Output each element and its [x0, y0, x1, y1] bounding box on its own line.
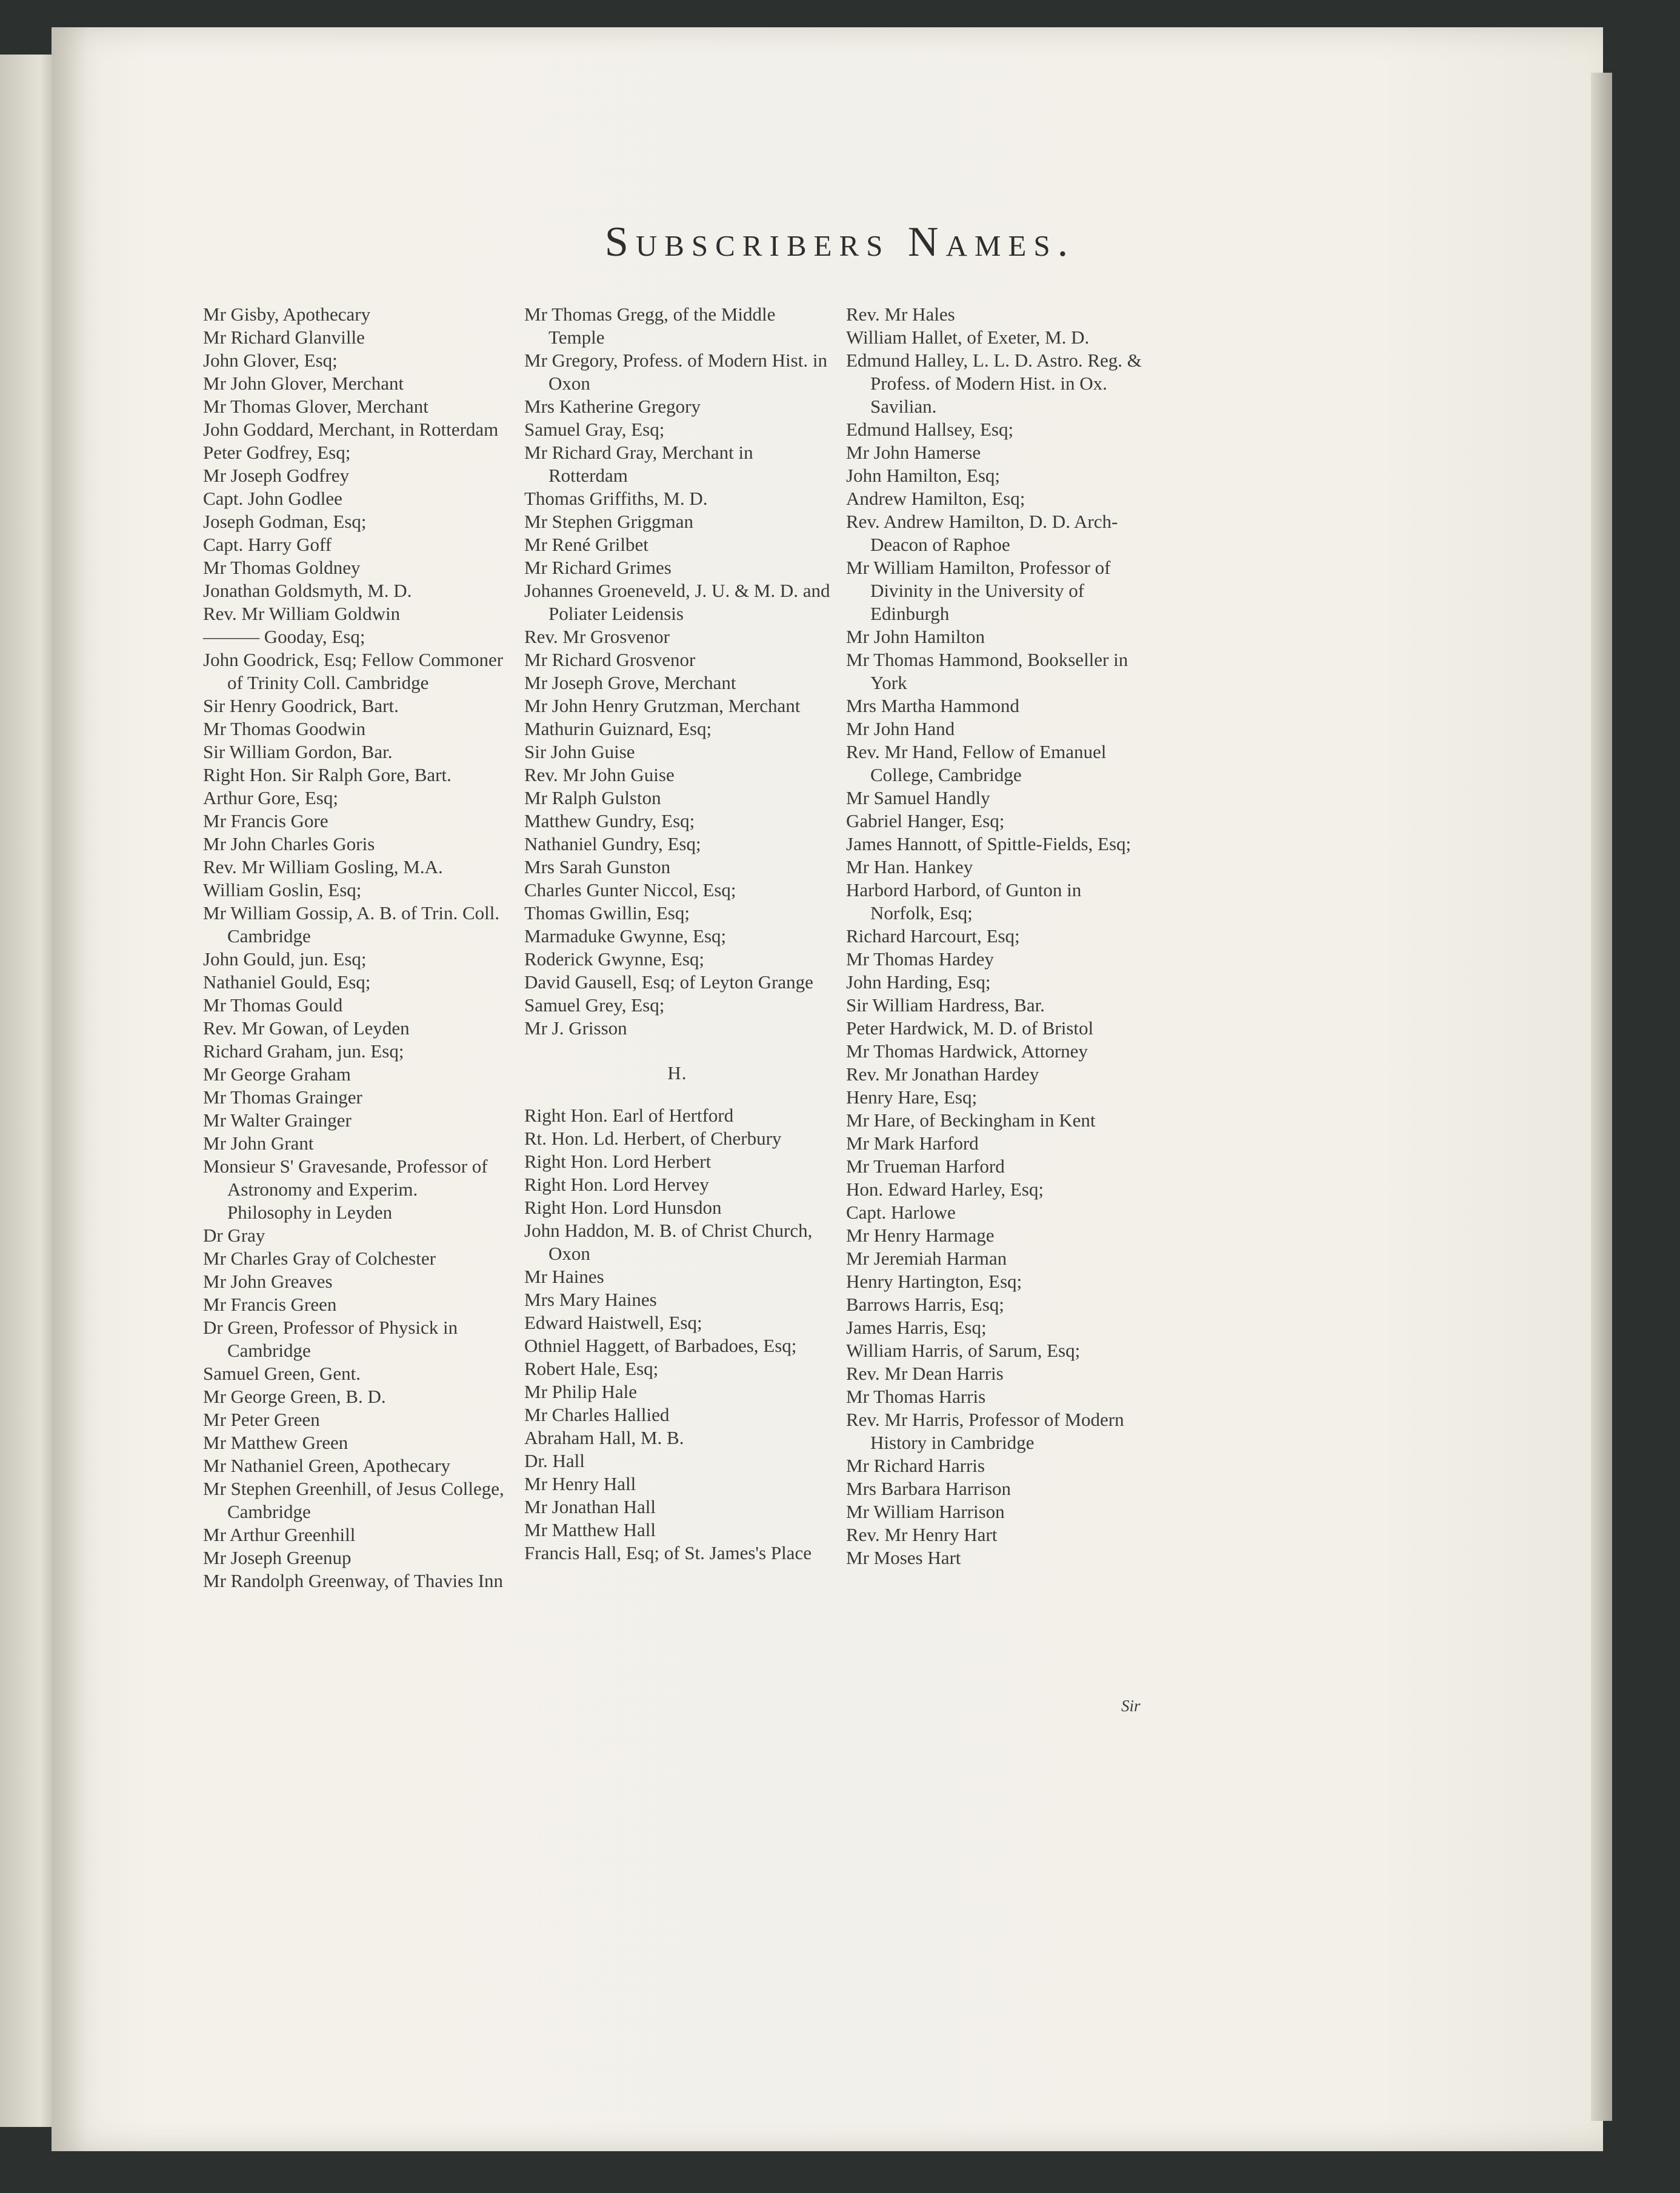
subscriber-entry: Rev. Mr Henry Hart — [846, 1524, 998, 1545]
subscriber-column-1 — [203, 303, 506, 1592]
subscriber-entry: Mr Thomas Hammond, Bookseller in York — [846, 649, 1128, 693]
subscriber-entry: Mr Henry Hall — [524, 1473, 636, 1494]
subscriber-entry: Rev. Mr Jonathan Hardey — [846, 1063, 1039, 1085]
subscriber-list — [846, 303, 1149, 1569]
subscriber-entry: Mr John Grant — [203, 1133, 314, 1154]
subscriber-entry: Mrs Mary Haines — [524, 1289, 657, 1310]
subscriber-entry: Robert Hale, Esq; — [524, 1358, 659, 1379]
subscriber-entry: John Hamilton, Esq; — [846, 465, 1001, 486]
subscriber-entry: Edmund Halley, L. L. D. Astro. Reg. & Profess. of Modern Hist. in Ox. Savilian. — [846, 350, 1142, 417]
subscriber-entry: John Goddard, Merchant, in Rotterdam — [203, 419, 499, 440]
subscriber-entry: Rev. Mr Dean Harris — [846, 1363, 1004, 1384]
subscriber-entry: Marmaduke Gwynne, Esq; — [524, 925, 727, 947]
subscriber-entry: Right Hon. Earl of Hertford — [524, 1105, 734, 1126]
subscriber-entry: Mr Arthur Greenhill — [203, 1524, 356, 1545]
subscriber-entry: Dr Green, Professor of Physick in Cambridge — [203, 1317, 458, 1361]
subscriber-entry: David Gausell, Esq; of Leyton Grange — [524, 971, 813, 993]
subscriber-entry: Mr René Grilbet — [524, 534, 648, 555]
subscriber-entry: Mr William Gossip, A. B. of Trin. Coll. Cambridge — [203, 902, 500, 947]
subscriber-entry: Right Hon. Lord Hervey — [524, 1174, 709, 1195]
subscriber-entry: James Harris, Esq; — [846, 1317, 987, 1338]
subscriber-entry: Sir John Guise — [524, 741, 635, 762]
subscriber-entry: Abraham Hall, M. B. — [524, 1427, 684, 1448]
subscriber-entry: Rev. Mr William Goldwin — [203, 603, 401, 624]
subscriber-entry: Francis Hall, Esq; of St. James's Place — [524, 1542, 812, 1563]
subscriber-entry: Richard Harcourt, Esq; — [846, 925, 1020, 947]
subscriber-entry: Mr Matthew Hall — [524, 1519, 656, 1540]
subscriber-entry: Mr Randolph Greenway, of Thavies Inn — [203, 1570, 504, 1591]
subscriber-entry: Mr Joseph Greenup — [203, 1547, 352, 1568]
subscriber-entry: Mr George Green, B. D. — [203, 1386, 386, 1407]
subscriber-entry: Dr. Hall — [524, 1450, 585, 1471]
subscriber-entry: Mr Henry Harmage — [846, 1225, 995, 1246]
subscriber-entry: Mr Peter Green — [203, 1409, 320, 1430]
subscriber-column-3 — [846, 303, 1149, 1569]
subscriber-entry: Mr Jeremiah Harman — [846, 1248, 1007, 1269]
page-fore-edge — [1591, 73, 1612, 2121]
subscriber-entry: Edmund Hallsey, Esq; — [846, 419, 1014, 440]
subscriber-entry: William Goslin, Esq; — [203, 879, 362, 900]
section-heading-h: H. — [667, 1062, 687, 1083]
subscriber-entry: Mr George Graham — [203, 1063, 351, 1085]
subscriber-entry: Mr Richard Gray, Merchant in Rotterdam — [524, 442, 753, 486]
subscriber-entry: Thomas Griffiths, M. D. — [524, 488, 708, 509]
subscriber-entry: Henry Hare, Esq; — [846, 1087, 978, 1108]
subscriber-entry: Right Hon. Sir Ralph Gore, Bart. — [203, 764, 452, 785]
subscriber-entry: Peter Godfrey, Esq; — [203, 442, 351, 463]
subscriber-entry: Rt. Hon. Ld. Herbert, of Cherbury — [524, 1128, 782, 1149]
subscriber-entry: Mr Gregory, Profess. of Modern Hist. in Oxon — [524, 350, 827, 394]
subscriber-entry: Rev. Mr Harris, Professor of Modern History in Cambridge — [846, 1409, 1124, 1453]
subscriber-entry: Mr Ralph Gulston — [524, 787, 661, 808]
subscriber-entry: Mrs Barbara Harrison — [846, 1478, 1012, 1499]
subscriber-entry: Mr Gisby, Apothecary — [203, 304, 371, 325]
subscriber-entry: Mr Samuel Handly — [846, 787, 990, 808]
subscriber-entry: Gabriel Hanger, Esq; — [846, 810, 1005, 831]
subscriber-entry: Arthur Gore, Esq; — [203, 787, 338, 808]
subscriber-entry: Mr J. Grisson — [524, 1017, 627, 1039]
subscriber-entry: Samuel Green, Gent. — [203, 1363, 361, 1384]
subscriber-entry: Right Hon. Lord Herbert — [524, 1151, 712, 1172]
subscriber-entry: John Haddon, M. B. of Christ Church, Oxon — [524, 1220, 813, 1264]
subscriber-entry: Mr Hare, of Beckingham in Kent — [846, 1110, 1096, 1131]
subscriber-entry: ——— Gooday, Esq; — [203, 626, 365, 647]
subscriber-entry: Mrs Sarah Gunston — [524, 856, 671, 877]
subscriber-entry: Capt. John Godlee — [203, 488, 342, 509]
subscriber-list — [524, 303, 830, 1040]
subscriber-entry: Mr Joseph Godfrey — [203, 465, 350, 486]
subscriber-entry: Roderick Gwynne, Esq; — [524, 948, 705, 970]
subscriber-entry: Rev. Mr Hand, Fellow of Emanuel College, Cambridge — [846, 741, 1107, 785]
subscriber-entry: Charles Gunter Niccol, Esq; — [524, 879, 736, 900]
subscriber-entry: Edward Haistwell, Esq; — [524, 1312, 702, 1333]
subscriber-entry: Mr Francis Gore — [203, 810, 328, 831]
subscriber-entry: Hon. Edward Harley, Esq; — [846, 1179, 1044, 1200]
subscriber-entry: Mr Stephen Greenhill, of Jesus College, Cambridge — [203, 1478, 504, 1522]
subscriber-entry: William Hallet, of Exeter, M. D. — [846, 327, 1090, 348]
subscriber-entry: Richard Graham, jun. Esq; — [203, 1040, 404, 1062]
subscriber-entry: Samuel Grey, Esq; — [524, 994, 665, 1016]
subscriber-entry: Mr Thomas Grainger — [203, 1087, 362, 1108]
subscriber-entry: Mrs Katherine Gregory — [524, 396, 701, 417]
subscriber-list — [524, 1104, 830, 1565]
subscriber-entry: Dr Gray — [203, 1225, 265, 1246]
subscriber-entry: Mr Joseph Grove, Merchant — [524, 672, 736, 693]
subscriber-entry: Samuel Gray, Esq; — [524, 419, 665, 440]
subscriber-entry: Mr Mark Harford — [846, 1133, 979, 1154]
subscriber-entry: Mr Charles Gray of Colchester — [203, 1248, 436, 1269]
subscriber-entry: Mr John Glover, Merchant — [203, 373, 404, 394]
subscriber-entry: Mr Thomas Goodwin — [203, 718, 366, 739]
subscriber-entry: Right Hon. Lord Hunsdon — [524, 1197, 722, 1218]
subscriber-entry: Mr Moses Hart — [846, 1547, 961, 1568]
subscriber-entry: Mr Thomas Hardwick, Attorney — [846, 1040, 1088, 1062]
subscriber-entry: Mr Richard Grimes — [524, 557, 672, 578]
subscriber-entry: Andrew Hamilton, Esq; — [846, 488, 1025, 509]
subscriber-entry: Mr Walter Grainger — [203, 1110, 352, 1131]
subscriber-entry: Rev. Mr Hales — [846, 304, 955, 325]
subscriber-entry: Joseph Godman, Esq; — [203, 511, 367, 532]
subscriber-entry: Mr William Harrison — [846, 1501, 1005, 1522]
subscriber-entry: Rev. Mr Grosvenor — [524, 626, 670, 647]
subscriber-entry: Rev. Andrew Hamilton, D. D. Arch-Deacon of Raphoe — [846, 511, 1118, 555]
subscriber-entry: Mr Philip Hale — [524, 1381, 637, 1402]
subscriber-entry: Othniel Haggett, of Barbadoes, Esq; — [524, 1335, 797, 1356]
subscriber-entry: Sir Henry Goodrick, Bart. — [203, 695, 399, 716]
subscriber-entry: Matthew Gundry, Esq; — [524, 810, 695, 831]
subscriber-entry: Mathurin Guiznard, Esq; — [524, 718, 712, 739]
subscriber-entry: Capt. Harry Goff — [203, 534, 332, 555]
subscriber-entry: Sir William Gordon, Bar. — [203, 741, 393, 762]
subscriber-entry: Nathaniel Gould, Esq; — [203, 971, 371, 993]
subscriber-entry: James Hannott, of Spittle-Fields, Esq; — [846, 833, 1132, 854]
subscriber-entry: Rev. Mr John Guise — [524, 764, 675, 785]
subscriber-entry: Mr Nathaniel Green, Apothecary — [203, 1455, 451, 1476]
subscriber-entry: Mr Haines — [524, 1266, 604, 1287]
subscriber-entry: Mr Thomas Glover, Merchant — [203, 396, 428, 417]
subscriber-entry: Mr Jonathan Hall — [524, 1496, 656, 1517]
subscriber-entry: Monsieur S' Gravesande, Professor of Astronomy and Experim. Philosophy in Leyden — [203, 1156, 488, 1223]
subscriber-entry: Peter Hardwick, M. D. of Bristol — [846, 1017, 1094, 1039]
subscriber-entry: John Harding, Esq; — [846, 971, 991, 993]
subscriber-entry: Mr John Hand — [846, 718, 955, 739]
subscriber-entry: Mr John Charles Goris — [203, 833, 375, 854]
subscriber-list — [203, 303, 506, 1592]
subscriber-entry: Mr Matthew Green — [203, 1432, 348, 1453]
subscriber-entry: Mr Thomas Hardey — [846, 948, 994, 970]
subscriber-entry: Mr Francis Green — [203, 1294, 337, 1315]
subscriber-entry: Mr Thomas Gregg, of the Middle Temple — [524, 304, 776, 348]
subscriber-entry: Barrows Harris, Esq; — [846, 1294, 1004, 1315]
subscriber-entry: Mr Richard Harris — [846, 1455, 985, 1476]
subscriber-entry: Jonathan Goldsmyth, M. D. — [203, 580, 412, 601]
subscriber-entry: Sir William Hardress, Bar. — [846, 994, 1045, 1016]
subscriber-entry: Johannes Groeneveld, J. U. & M. D. and Poliater Leidensis — [524, 580, 830, 624]
page-title: Subscribers Names. — [604, 219, 1076, 265]
catchword: Sir — [1121, 1697, 1141, 1715]
subscriber-entry: John Goodrick, Esq; Fellow Commoner of Trinity Coll. Cambridge — [203, 649, 504, 693]
subscriber-entry: Mr William Hamilton, Professor of Divinity in the University of Edinburgh — [846, 557, 1111, 624]
subscriber-entry: William Harris, of Sarum, Esq; — [846, 1340, 1081, 1361]
subscriber-entry: Mr John Hamerse — [846, 442, 981, 463]
subscriber-entry: Capt. Harlowe — [846, 1202, 956, 1223]
subscriber-entry: Mr John Greaves — [203, 1271, 333, 1292]
subscriber-entry: Mr Richard Grosvenor — [524, 649, 696, 670]
subscriber-column-2 — [524, 303, 830, 1565]
subscriber-entry: John Glover, Esq; — [203, 350, 338, 371]
subscriber-entry: Mr Charles Hallied — [524, 1404, 670, 1425]
subscriber-entry: Mr Richard Glanville — [203, 327, 365, 348]
subscriber-entry: Mr John Henry Grutzman, Merchant — [524, 695, 801, 716]
subscriber-entry: Thomas Gwillin, Esq; — [524, 902, 690, 923]
subscriber-entry: Rev. Mr Gowan, of Leyden — [203, 1017, 410, 1039]
subscriber-entry: Mr Thomas Gould — [203, 994, 343, 1016]
subscriber-entry: Henry Hartington, Esq; — [846, 1271, 1022, 1292]
subscriber-entry: John Gould, jun. Esq; — [203, 948, 367, 970]
subscriber-entry: Mr Stephen Griggman — [524, 511, 693, 532]
subscriber-entry: Nathaniel Gundry, Esq; — [524, 833, 701, 854]
subscriber-entry: Mrs Martha Hammond — [846, 695, 1019, 716]
subscriber-entry: Rev. Mr William Gosling, M.A. — [203, 856, 443, 877]
subscriber-entry: Mr Thomas Goldney — [203, 557, 361, 578]
subscriber-entry: Mr John Hamilton — [846, 626, 985, 647]
subscriber-entry: Harbord Harbord, of Gunton in Norfolk, Esq; — [846, 879, 1082, 923]
subscriber-entry: Mr Thomas Harris — [846, 1386, 986, 1407]
subscriber-entry: Mr Han. Hankey — [846, 856, 973, 877]
subscriber-entry: Mr Trueman Harford — [846, 1156, 1005, 1177]
